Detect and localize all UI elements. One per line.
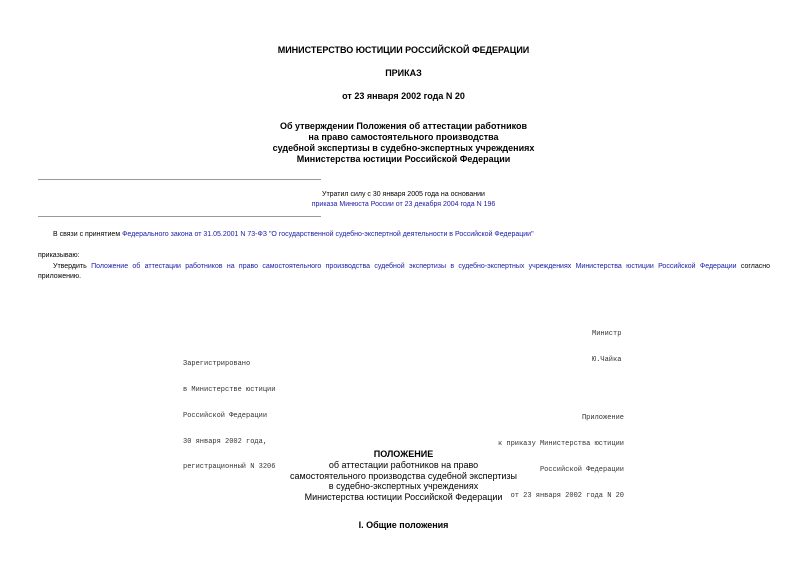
preamble	[53, 230, 534, 240]
appendix-ref-line: к приказу Министерства юстиции	[497, 439, 624, 448]
regulation-subtitle-line: самостоятельного производства судебной экспертизы	[290, 470, 517, 481]
approve-paragraph	[38, 262, 770, 282]
regulation-subtitle-line: Министерства юстиции Российской Федерации	[304, 491, 503, 502]
regulation-subtitle-line: об аттестации работников на право	[328, 460, 479, 470]
doc-title-line: Об утверждении Положения об аттестации работников	[279, 121, 528, 131]
regulation-title: ПОЛОЖЕНИЕ	[373, 449, 434, 459]
doc-title-line: на право самостоятельного производства	[308, 132, 499, 142]
preamble-text: В связи с принятием	[53, 231, 123, 238]
registration-line: регистрационный N 3206	[183, 463, 276, 472]
appendix-ref-line: Приложение	[581, 414, 624, 423]
doc-date-number: от 23 января 2002 года N 20	[342, 91, 465, 101]
approve-suffix: согласно приложению.	[38, 263, 771, 280]
signature-name: Ю.Чайка	[592, 355, 622, 364]
registration-line: Зарегистрировано	[183, 360, 251, 369]
divider-top	[38, 179, 321, 180]
signature-block	[592, 313, 621, 373]
appendix-ref-line: Российской Федерации	[539, 465, 624, 474]
divider-bottom	[38, 216, 321, 217]
regulation-subtitle-line: в судебно-экспертных учреждениях	[328, 481, 479, 491]
regulation-subtitle	[0, 460, 807, 502]
approve-prefix: Утвердить	[53, 263, 92, 270]
section-title: I. Общие положения	[358, 520, 449, 530]
registration-line: 30 января 2002 года,	[183, 437, 268, 446]
doc-title-line: судебной экспертизы в судебно-экспертных учреждениях	[272, 143, 535, 153]
regulation-link[interactable]: Положение об аттестации работников на право самостоятельного производства судебной экспертизы в судебно-экспертных учреждениях Министерства юстиции Российской Федерации	[91, 263, 737, 270]
status-note	[0, 190, 807, 210]
federal-law-link[interactable]: Федерального закона от 31.05.2001 N 73-ФЗ "О государственной судебно-экспертной деятельности в Российской Федерации"	[122, 231, 534, 238]
appendix-ref-line: от 23 января 2002 года N 20	[510, 491, 624, 500]
doc-type-heading: ПРИКАЗ	[385, 68, 422, 78]
registration-line: в Министерстве юстиции	[183, 385, 276, 394]
doc-title	[0, 121, 807, 165]
doc-title-line: Министерства юстиции Российской Федерации	[296, 154, 511, 164]
status-note-link[interactable]: приказа Минюста России от 23 декабря 2004 года N 196	[311, 201, 496, 208]
order-word: приказываю:	[38, 252, 80, 259]
signature-position: Министр	[592, 330, 622, 339]
registration-line: Российской Федерации	[183, 411, 268, 420]
status-note-text: Утратил силу с 30 января 2005 года на основании	[322, 191, 485, 198]
ministry-heading: МИНИСТЕРСТВО ЮСТИЦИИ РОССИЙСКОЙ ФЕДЕРАЦИИ	[277, 45, 530, 55]
